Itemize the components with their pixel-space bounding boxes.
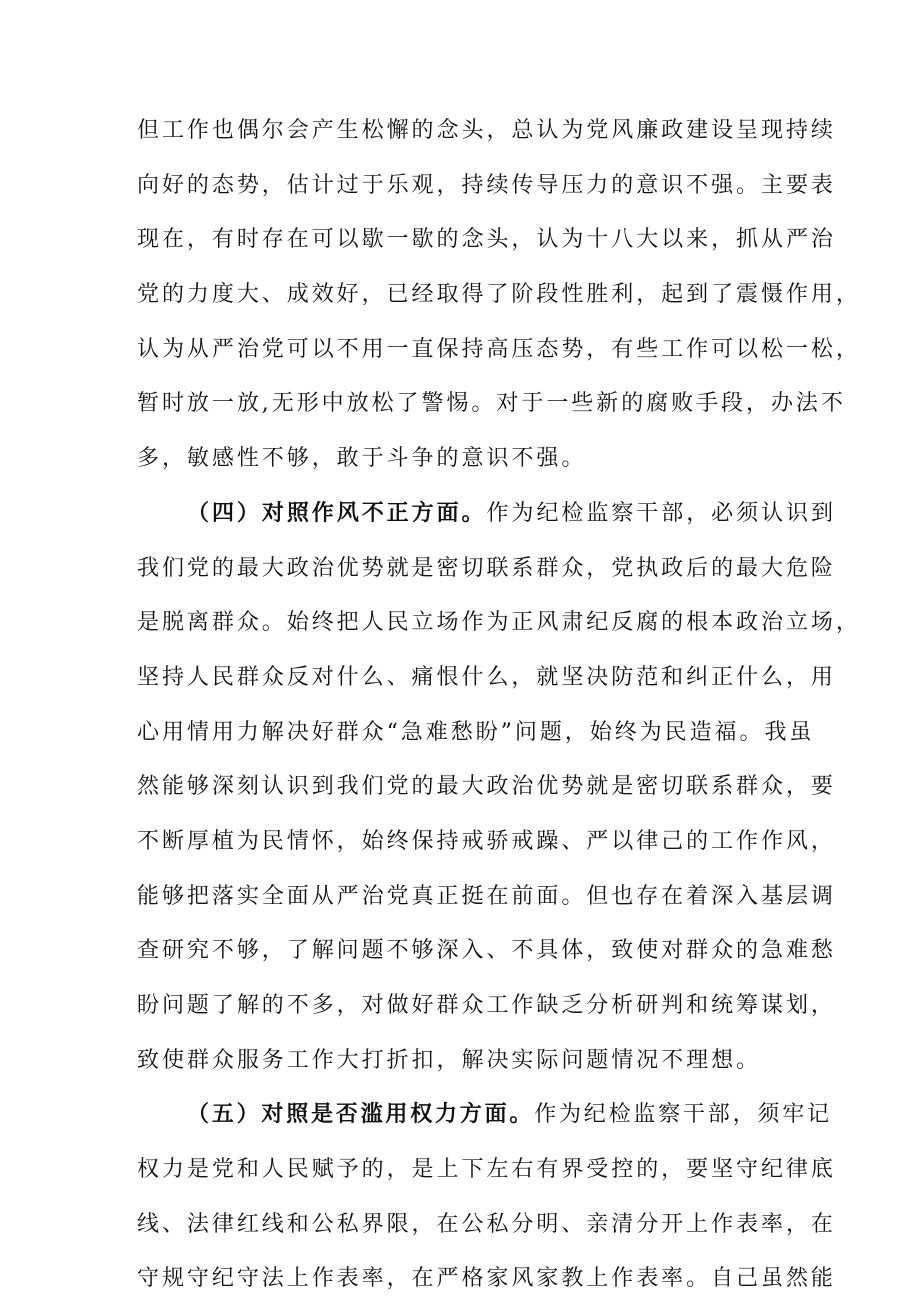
section-heading: （四）对照作风不正方面。 [187, 500, 487, 526]
text-line [137, 432, 920, 487]
text-line [137, 159, 920, 214]
line-text: 致使群众服务工作大打折扣，解决实际问题情况不理想。 [137, 1047, 762, 1073]
line-text: 盼问题了解的不多，对做好群众工作缺乏分析研判和统筹谋划， [137, 993, 836, 1018]
text-line [137, 815, 920, 870]
text-line [137, 213, 920, 268]
line-text: 现在，有时存在可以歇一歇的念头，认为十八大以来，抓从严治 [137, 227, 836, 253]
text-line [137, 760, 920, 815]
text-line [137, 979, 920, 1034]
text-line [137, 104, 920, 159]
text-line [137, 1252, 920, 1307]
text-line [137, 268, 920, 323]
line-text: 然能够深刻认识到我们党的最大政治优势就是密切联系群众，要 [137, 774, 836, 800]
body-text [0, 104, 920, 1307]
line-text: 线、法律红线和公私界限，在公私分明、亲清分开上作表率，在 [137, 1211, 836, 1237]
text-line [137, 1198, 920, 1253]
line-text: 不断厚植为民情怀，始终保持戒骄戒躁、严以律己的工作作风， [137, 828, 836, 854]
text-line [137, 323, 920, 378]
line-text: 暂时放一放,无形中放松了警惕。对于一些新的腐败手段，办法不 [137, 391, 846, 417]
line-text: 是脱离群众。始终把人民立场作为正风肃纪反腐的根本政治立场， [137, 610, 861, 636]
line-text: 坚持人民群众反对什么、痛恨什么，就坚决防范和纠正什么，用 [137, 664, 836, 690]
line-text: 认为从严治党可以不用一直保持高压态势，有些工作可以松一松， [137, 336, 861, 362]
line-text: 守规守纪守法上作表率，在严格家风家教上作表率。自己虽然能 [137, 1266, 836, 1292]
line-text: 作为纪检监察干部，须牢记 [534, 1102, 832, 1128]
text-line [137, 596, 920, 651]
text-line [187, 1088, 920, 1143]
text-line [137, 651, 920, 706]
text-line [137, 1034, 920, 1089]
line-text: 能够把落实全面从严治党真正挺在前面。但也存在着深入基层调 [137, 883, 836, 909]
line-text: 多，敏感性不够，敢于斗争的意识不强。 [137, 446, 587, 472]
text-line [137, 542, 920, 597]
line-text: 但工作也偶尔会产生松懈的念头，总认为党风廉政建设呈现持续 [137, 118, 836, 143]
line-text: 查研究不够，了解问题不够深入、不具体，致使对群众的急难愁 [137, 938, 836, 964]
line-text: 心用情用力解决好群众“急难愁盼”问题，始终为民造福。我虽 [137, 719, 815, 745]
line-text: 我们党的最大政治优势就是密切联系群众，党执政后的最大危险 [137, 555, 836, 581]
text-line [137, 924, 920, 979]
line-text: 作为纪检监察干部，必须认识到 [486, 500, 836, 526]
section-heading: （五）对照是否滥用权力方面。 [187, 1102, 535, 1128]
line-text: 权力是党和人民赋予的，是上下左右有界受控的，要坚守纪律底 [137, 1157, 836, 1183]
text-line [137, 1143, 920, 1198]
text-line [137, 706, 920, 761]
line-text: 党的力度大、成效好，已经取得了阶段性胜利，起到了震慑作用， [137, 282, 861, 308]
line-text: 向好的态势，估计过于乐观，持续传导压力的意识不强。主要表 [137, 172, 836, 198]
text-line [187, 487, 920, 542]
text-line [137, 870, 920, 925]
text-line [137, 377, 920, 432]
